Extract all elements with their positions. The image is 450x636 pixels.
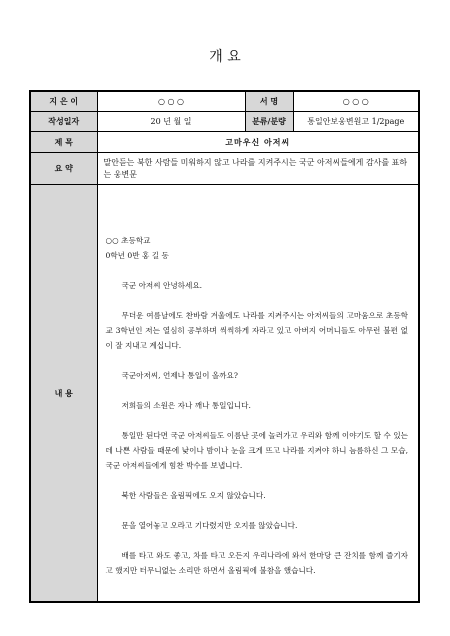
paragraph-7: 문을 열어놓고 오라고 기다렸지만 오지를 않았습니다.	[121, 520, 298, 530]
page-heading: 개 요	[209, 49, 241, 65]
paragraph-2: 무더운 여름날에도 찬바람 겨울에도 나라를 지켜주시는 아저씨들의 고마움으로 초등학교 3학년인 저는 열심히 공부하며 씩씩하게 자라고 있고 아버지 어머니들도 아무런 불편 없이 잘 지내고 계십니다.	[105, 310, 408, 350]
paragraph-6: 북한 사람들은 올림픽에도 오지 않았습니다.	[121, 490, 266, 500]
paragraph-4: 저희들의 소원은 자나 깨나 통일입니다.	[121, 400, 251, 410]
name-label: 서 명	[245, 91, 293, 112]
date-label: 작성일자	[30, 112, 97, 132]
content-row	[30, 185, 419, 603]
summary-text: 말안듣는 북한 사람들 미워하지 않고 나라를 지켜주시는 국군 아저씨들에게 감사를 표하는 웅변문	[97, 153, 419, 185]
paragraph-3: 국군아저씨, 언제나 통일이 올까요?	[121, 370, 238, 380]
school-line: ○○ 초등학교	[105, 235, 151, 245]
title-row	[30, 132, 419, 153]
paragraph-8: 배를 타고 와도 좋고, 차를 타고 오든지 우리나라에 와서 한마당 큰 잔치를 함께 즐기자고 했지만 터무니없는 소리만 하면서 올림픽에 불참을 했습니다.	[105, 550, 408, 575]
date-row	[30, 112, 419, 132]
summary-row	[30, 153, 419, 185]
paragraph-5: 통일만 된다면 국군 아저씨들도 이름난 곳에 놀러가고 우리와 함께 이야기도 할 수 있는데 나쁜 사람들 때문에 낮이나 밤이나 눈을 크게 뜨고 나라를 지켜야 하니 늠름하신 그 모습, 국군 아저씨들에게 힘찬 박수를 보냅니다.	[105, 430, 408, 470]
paragraph-1: 국군 아저씨 안녕하세요.	[121, 280, 203, 290]
category-label: 분류/분량	[245, 112, 293, 132]
author-row	[30, 91, 419, 112]
name-value: ○ ○ ○	[293, 91, 419, 112]
summary-label: 요 약	[30, 153, 97, 185]
author-label: 지 은 이	[30, 91, 97, 112]
date-value: 20 년 월 일	[97, 112, 245, 132]
category-value: 통일안보웅변원고 1/2page	[293, 112, 419, 132]
student-line: 0학년 0반 홍 길 동	[105, 250, 169, 260]
summary-form-table	[29, 90, 420, 603]
title-label: 제 목	[30, 132, 97, 153]
document-title: 고마우신 아저씨	[97, 132, 419, 153]
content-body	[97, 185, 419, 603]
author-value: ○ ○ ○	[97, 91, 245, 112]
content-label: 내 용	[30, 185, 97, 603]
